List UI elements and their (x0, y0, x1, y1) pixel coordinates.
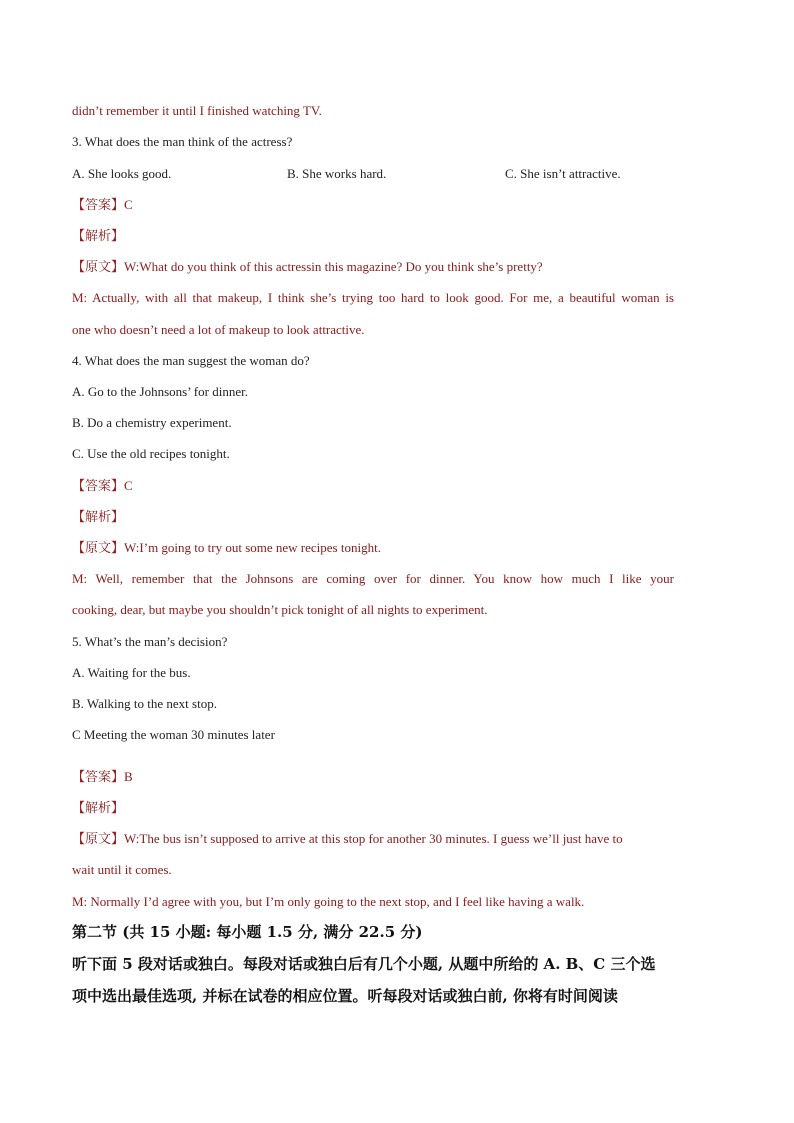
option-b: B. Do a chemistry experiment. (72, 415, 232, 430)
transcript-line: M: Actually, with all that makeup, I think she’s trying too hard to look good. For me, a beautiful woman is (72, 290, 674, 305)
option-a: A. She looks good. (72, 166, 172, 181)
answer-label: 【答案】B (72, 769, 133, 784)
transcript-line: cooking, dear, but maybe you shouldn’t pick tonight of all nights to experiment. (72, 602, 488, 617)
option-c: C. Use the old recipes tonight. (72, 446, 230, 461)
transcript-line (72, 259, 543, 275)
transcript-line: M: Well, remember that the Johnsons are coming over for dinner. You know how much I like your (72, 571, 674, 586)
question-3: 3. What does the man think of the actress? (72, 134, 293, 149)
answer-label: 【答案】C (72, 478, 133, 493)
option-b: B. Walking to the next stop. (72, 696, 217, 711)
analysis-label: 【解析】 (72, 509, 125, 524)
option-c: C Meeting the woman 30 minutes later (72, 727, 275, 742)
section-instructions: 项中选出最佳选项, 并标在试卷的相应位置。听每段对话或独白前, 你将有时间阅读 (72, 987, 618, 1005)
question-5: 5. What’s the man’s decision? (72, 634, 228, 649)
transcript-line (72, 540, 381, 556)
original-text-label: 【原文】 (72, 259, 125, 274)
original-text-label: 【原文】 (72, 831, 125, 846)
transcript-line: wait until it comes. (72, 862, 172, 877)
analysis-label: 【解析】 (72, 800, 125, 815)
option-a: A. Waiting for the bus. (72, 665, 191, 680)
question-4: 4. What does the man suggest the woman do? (72, 353, 310, 368)
transcript-text: W:I’m going to try out some new recipes tonight. (124, 540, 381, 555)
transcript-line: didn’t remember it until I finished watching TV. (72, 103, 322, 118)
section-heading: 第二节 (共 15 小题: 每小题 1.5 分, 满分 22.5 分) (72, 923, 423, 941)
transcript-line: one who doesn’t need a lot of makeup to look attractive. (72, 322, 365, 337)
transcript-text: W:What do you think of this actressin this magazine? Do you think she’s pretty? (124, 259, 543, 274)
analysis-label: 【解析】 (72, 228, 125, 243)
transcript-text: W:The bus isn’t supposed to arrive at this stop for another 30 minutes. I guess we’ll just have to (124, 831, 623, 846)
option-a: A. Go to the Johnsons’ for dinner. (72, 384, 248, 399)
option-b: B. She works hard. (287, 166, 387, 181)
original-text-label: 【原文】 (72, 540, 125, 555)
option-c: C. She isn’t attractive. (505, 166, 621, 181)
section-instructions: 听下面 5 段对话或独白。每段对话或独白后有几个小题, 从题中所给的 A. B、C 三个选 (72, 955, 656, 973)
answer-label: 【答案】C (72, 197, 133, 212)
transcript-line: M: Normally I’d agree with you, but I’m only going to the next stop, and I feel like having a walk. (72, 894, 585, 909)
transcript-line (72, 831, 623, 847)
